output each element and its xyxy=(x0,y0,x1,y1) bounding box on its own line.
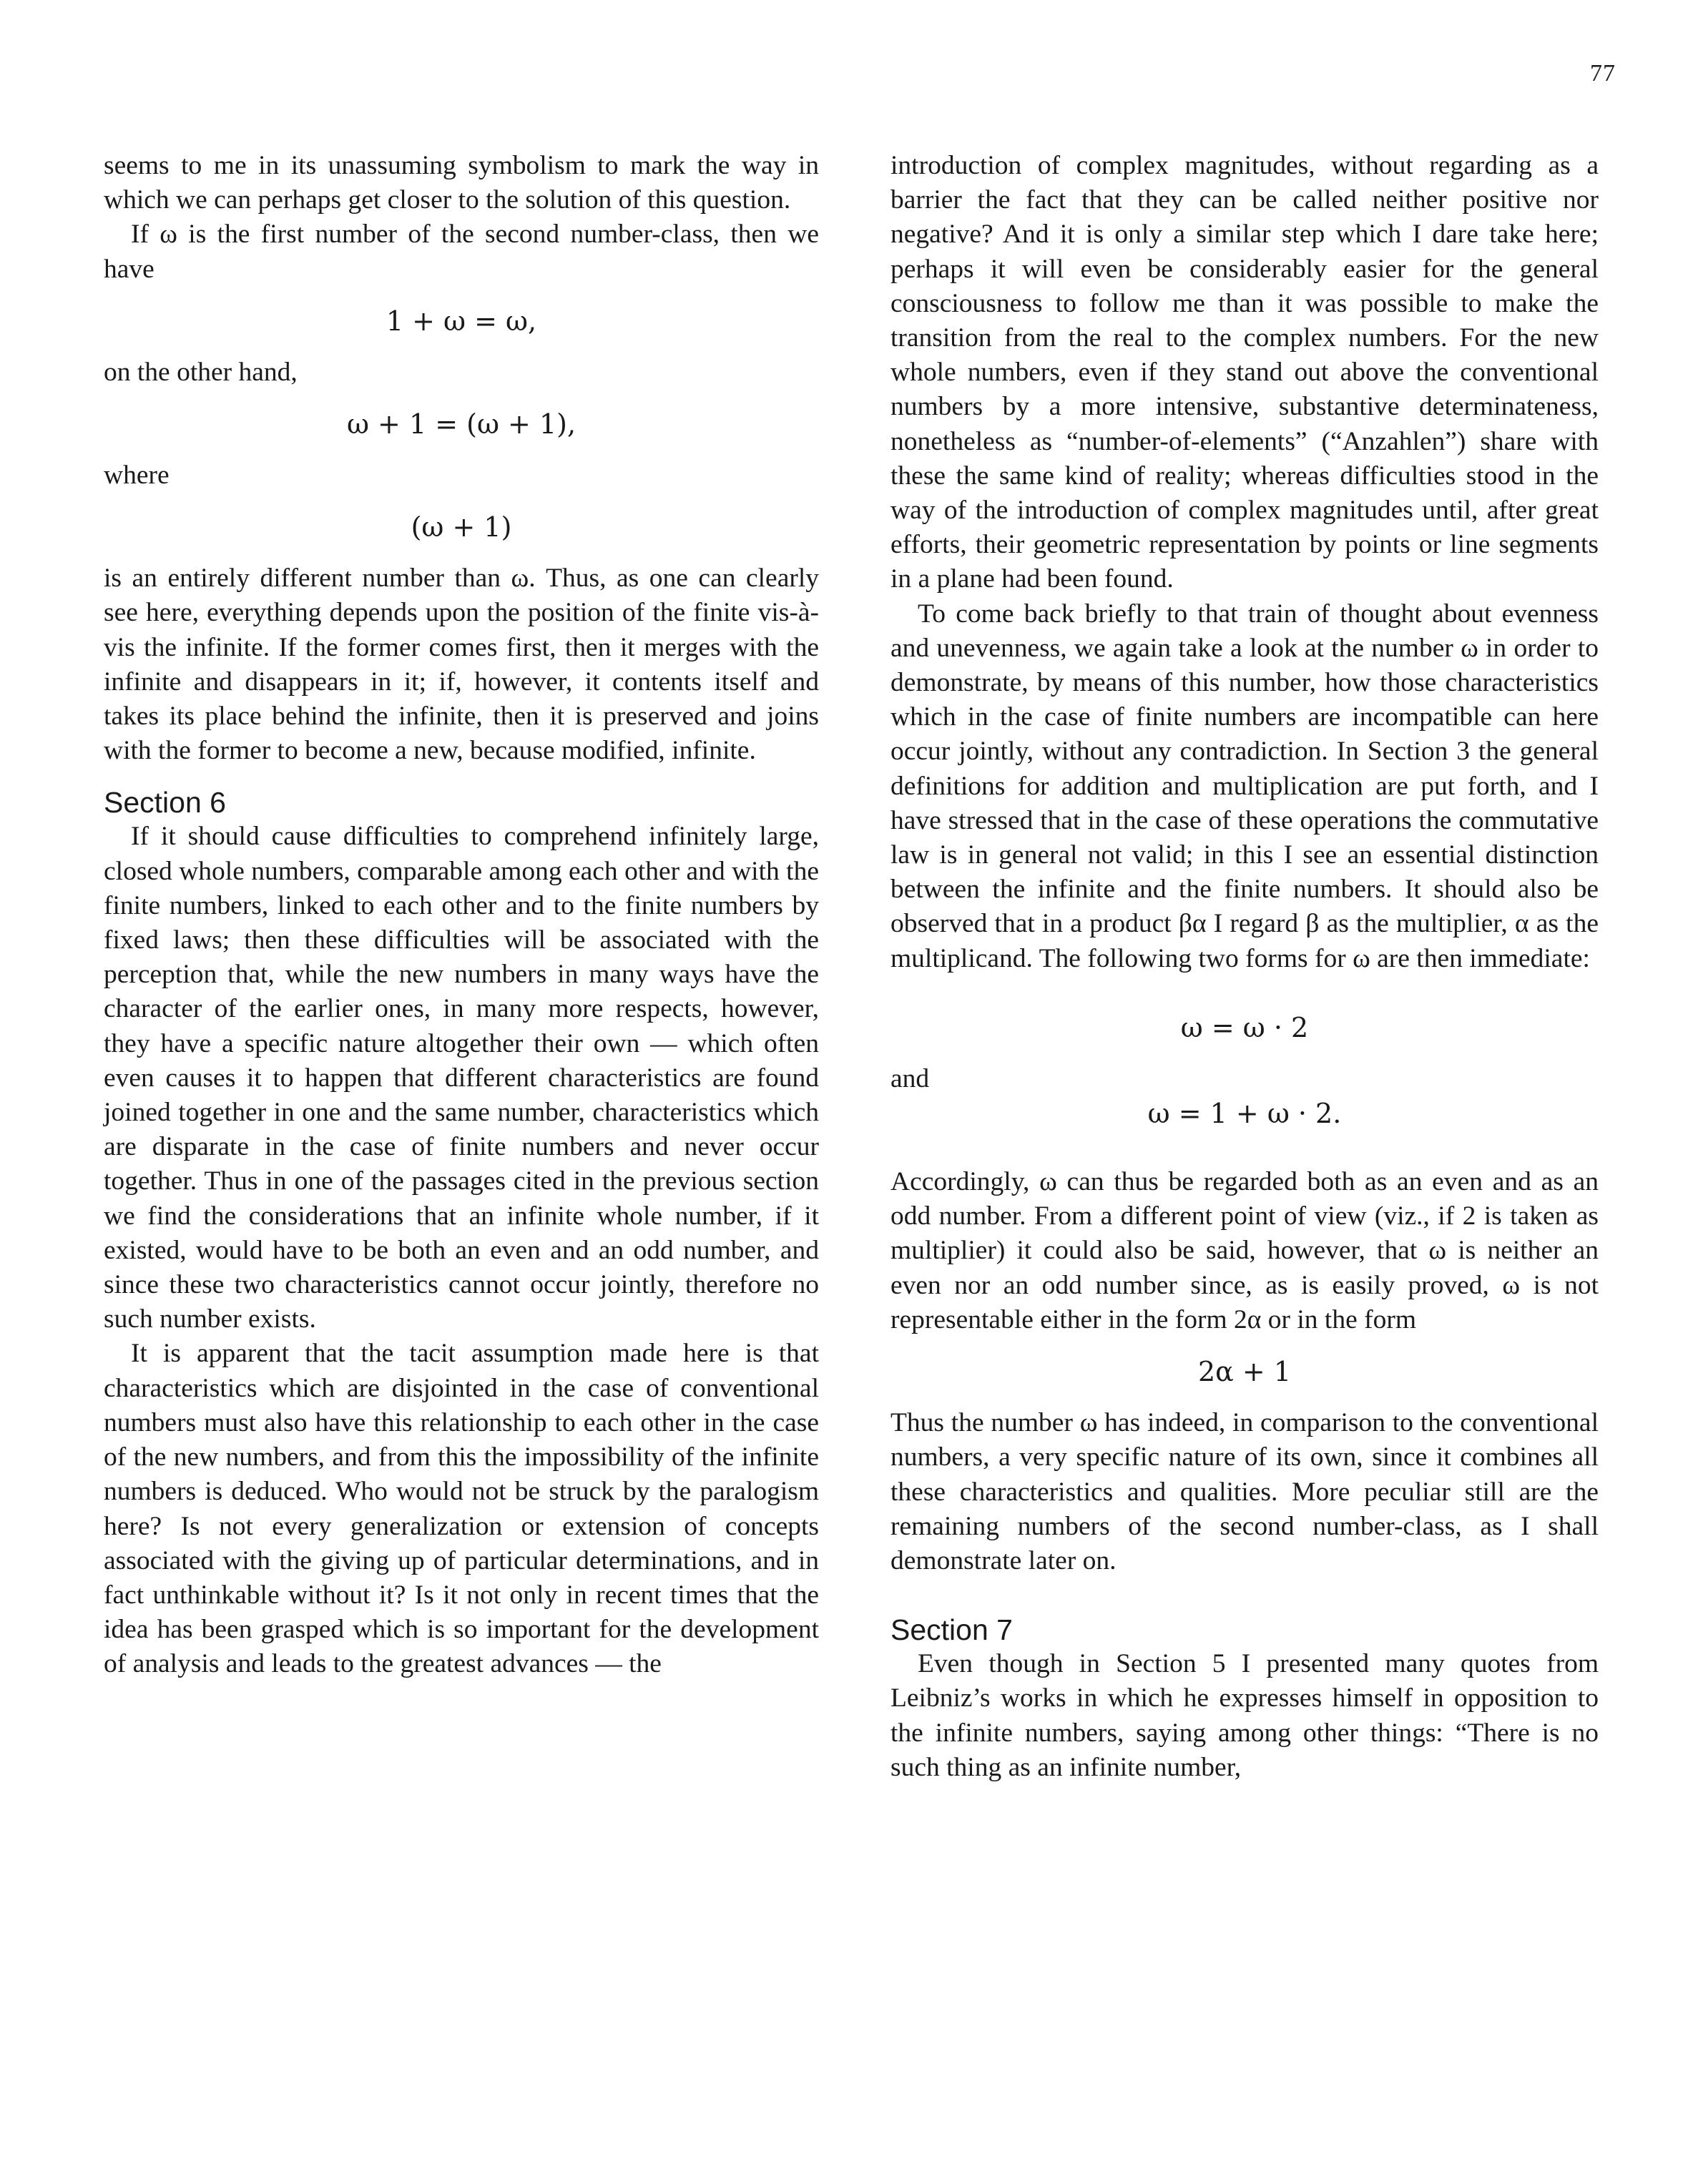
paragraph: on the other hand, xyxy=(104,357,298,387)
paragraph: and xyxy=(890,1063,930,1093)
paragraph: To come back briefly to that train of thought about evenness and unevenness, we again take a look at the number ω in order to demonstrate, by means of this number, how those characteristics which in the case of finite numbers are incompatible can here occur jointly, without any contradiction. In Section 3 the general definitions for addition and multiplication are put forth, and I have stressed that in the case of these operations the commutative law is in general not valid; in this I see an essential distinction between the infinite and the finite numbers. It should also be observed that in a product βα I regard β as the multiplier, α as the multiplicand. The following two forms for ω are then immediate: xyxy=(890,599,1599,973)
paragraph: Accordingly, ω can thus be regarded both as an even and as an odd number. From a different point of view (viz., if 2 is taken as multiplier) it could also be said, however, that ω is neither an even nor an odd number since, as is easily proved, ω is not representable either in the form 2α or in the form xyxy=(890,1167,1599,1334)
paragraph: It is apparent that the tacit assumption made here is that characteristics which are disjointed in the case of conventional numbers must also have this relationship to each other in the case of the new numbers, and from this the impossibility of the infinite numbers is deduced. Who would not be struck by the paralogism here? Is not every generalization or extension of concepts associated with the giving up of particular determinations, and in fact unthinkable without it? Is it not only in recent times that the idea has been grasped which is so important for the development of analysis and leads to the greatest advances — the xyxy=(104,1339,819,1679)
paragraph: where xyxy=(104,461,170,491)
equation: ω = ω · 2 xyxy=(1180,1011,1309,1043)
section-heading: Section 6 xyxy=(104,786,226,820)
paragraph: Thus the number ω has indeed, in comparison to the conventional numbers, a very specific nature of its own, since it combines all these characteristics and qualities. More peculiar still are the remaining numbers of the second number-class, as I shall demonstrate later on. xyxy=(890,1408,1599,1575)
equation: 2α + 1 xyxy=(1197,1356,1291,1388)
paragraph: introduction of complex magnitudes, without regarding as a barrier the fact that they can be called neither positive nor negative? And it is only a similar step which I dare take here; perhaps it will even be considerably easier for the general consciousness to follow me than it was possible to make the transition from the real to the complex numbers. For the new whole numbers, even if they stand out above the conventional numbers by a more intensive, substantive determinateness, nonetheless as “number-of-elements” (“Anzahlen”) share with these the same kind of reality; whereas difficulties stood in the way of the introduction of complex magnitudes until, after great efforts, their geometric representation by points or line segments in a plane had been found. xyxy=(890,151,1599,594)
paragraph: seems to me in its unassuming symbolism to mark the way in which we can perhaps get closer to the solution of this question. xyxy=(104,151,819,215)
equation: ω + 1 = (ω + 1), xyxy=(346,408,576,441)
paragraph: is an entirely different number than ω. Thus, as one can clearly see here, everything depends upon the position of the finite vis-à-vis the infinite. If the former comes first, then it merges with the infinite and disappears in it; if, however, it contents itself and takes its place behind the infinite, then it is preserved and joins with the former to become a new, because modified, infinite. xyxy=(104,564,819,766)
paragraph: If it should cause difficulties to comprehend infinitely large, closed whole numbers, comparable among each other and with the finite numbers, linked to each other and to the finite numbers by fixed laws; then these difficulties will be associated with the perception that, while the new numbers in many ways have the character of the earlier ones, in many more respects, however, they have a specific nature altogether their own — which often even causes it to happen that different characteristics are found joined together in one and the same number, characteristics which are disparate in the case of finite numbers and never occur together. Thus in one of the passages cited in the previous section we find the considerations that an infinite whole number, if it existed, would have to be both an even and an odd number, and since these two characteristics cannot occur jointly, therefore no such number exists. xyxy=(104,822,819,1334)
equation: (ω + 1) xyxy=(411,511,512,543)
paragraph: If ω is the first number of the second number-class, then we have xyxy=(104,220,819,284)
left-column xyxy=(104,149,819,1682)
right-column xyxy=(890,149,1599,1785)
equation: ω = 1 + ω · 2. xyxy=(1147,1098,1342,1130)
equation: 1 + ω = ω, xyxy=(386,305,537,337)
section-heading: Section 7 xyxy=(890,1613,1013,1647)
paragraph: Even though in Section 5 I presented many quotes from Leibniz’s works in which he expresses himself in opposition to the infinite numbers, saying among other things: “There is no such thing as an infinite number, xyxy=(890,1649,1599,1782)
page-number: 77 xyxy=(1590,60,1616,87)
